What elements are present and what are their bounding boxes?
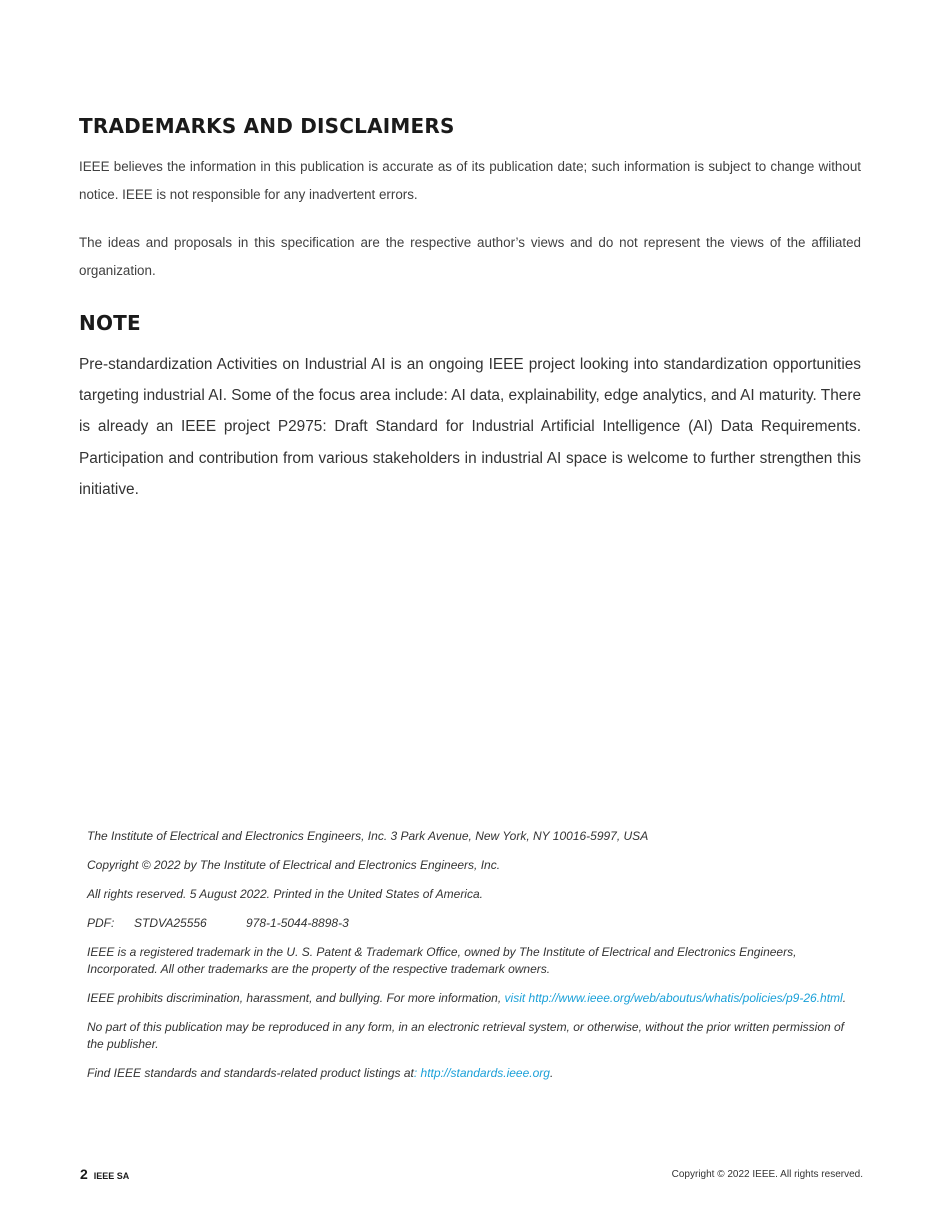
trademarks-heading: TRADEMARKS AND DISCLAIMERS <box>79 114 455 138</box>
publisher-address: The Institute of Electrical and Electronics Engineers, Inc. 3 Park Avenue, New York, NY 10016-5997, USA <box>87 829 649 843</box>
find-end: . <box>549 1066 554 1080</box>
colophon <box>87 828 862 1094</box>
find-text: Find IEEE standards and standards-related product listings at <box>87 1066 414 1080</box>
page-number: 2 <box>80 1166 88 1182</box>
discrimination-notice <box>87 990 862 1007</box>
trademarks-paragraph-2: The ideas and proposals in this specification are the respective author’s views and do not represent the views of the affiliated organization. <box>79 235 861 278</box>
pdf-line <box>87 915 862 932</box>
pdf-code: STDVA25556 <box>134 916 207 930</box>
pdf-isbn: 978-1-5044-8898-3 <box>246 916 349 930</box>
policy-link[interactable]: visit http://www.ieee.org/web/aboutus/whatis/policies/p9-26.html <box>504 991 843 1005</box>
trademark-notice: IEEE is a registered trademark in the U. S. Patent & Trademark Office, owned by The Institute of Electrical and Electronics Engineers, Incorporated. All other trademarks are the property of the respective trademark owners. <box>87 945 797 976</box>
trademarks-paragraph-1: IEEE believes the information in this publication is accurate as of its publication date; such information is subject to change without notice. IEEE is not responsible for any inadvertent errors. <box>79 159 861 202</box>
reproduction-notice: No part of this publication may be reproduced in any form, in an electronic retrieval system, or otherwise, without the prior written permission of the publisher. <box>87 1020 845 1051</box>
note-heading: NOTE <box>79 311 141 335</box>
pdf-label: PDF: <box>87 916 115 930</box>
copyright-line: Copyright © 2022 by The Institute of Electrical and Electronics Engineers, Inc. <box>87 858 501 872</box>
discrimination-end: . <box>842 991 847 1005</box>
standards-listing <box>87 1065 862 1082</box>
footer-brand: IEEE SA <box>93 1171 130 1181</box>
footer-copyright: Copyright © 2022 IEEE. All rights reserved. <box>671 1169 863 1180</box>
note-paragraph: Pre-standardization Activities on Industrial AI is an ongoing IEEE project looking into standardization opportunities targeting industrial AI. Some of the focus area include: AI data, explainability, edge analytics, and AI maturity. There is already an IEEE project P2975: Draft Standard for Industrial Artificial Intelligence (AI) Data Requirements. Participation and contribution from various stakeholders in industrial AI space is welcome to further strengthen this initiative. <box>79 356 861 498</box>
standards-link[interactable]: : http://standards.ieee.org <box>413 1066 550 1080</box>
discrimination-text: IEEE prohibits discrimination, harassment, and bullying. For more information, <box>87 991 502 1005</box>
page-footer-left <box>80 1166 129 1182</box>
rights-line: All rights reserved. 5 August 2022. Printed in the United States of America. <box>87 887 483 901</box>
